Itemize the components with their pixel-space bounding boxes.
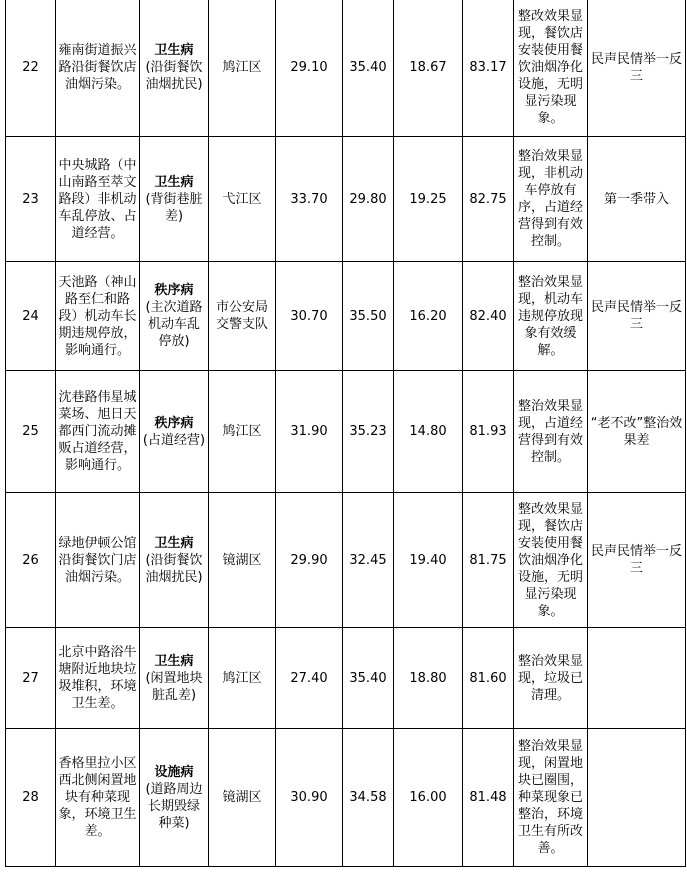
- score-2: 35.40: [343, 628, 394, 729]
- responsible-unit: 弋江区: [209, 137, 276, 262]
- score-2: 35.23: [343, 371, 394, 493]
- score-2: 35.40: [343, 0, 394, 137]
- rectification-effect: 整改效果显现，餐饮店安装使用餐饮油烟净化设施，无明显污染现象。: [514, 0, 588, 137]
- row-number: 26: [6, 493, 56, 628]
- remark: “老不改”整治效果差: [588, 371, 686, 493]
- remark: 第一季带入: [588, 137, 686, 262]
- score-2: 29.80: [343, 137, 394, 262]
- type-main: 秩序病: [154, 283, 194, 298]
- remark: 民声民情举一反三: [588, 493, 686, 628]
- problem-description: 北京中路浴牛塘附近地块垃圾堆积，环境卫生差。: [56, 628, 140, 729]
- score-3: 16.20: [394, 262, 463, 371]
- score-1: 30.90: [276, 729, 343, 867]
- responsible-unit: 镜湖区: [209, 493, 276, 628]
- row-number: 28: [6, 729, 56, 867]
- score-3: 18.67: [394, 0, 463, 137]
- problem-description: 沈巷路伟星城菜场、旭日天都西门流动摊贩占道经营，影响通行。: [56, 371, 140, 493]
- responsible-unit: 市公安局交警支队: [209, 262, 276, 371]
- remark: [588, 628, 686, 729]
- problem-description: 雍南街道振兴路沿街餐饮店油烟污染。: [56, 0, 140, 137]
- score-2: 32.45: [343, 493, 394, 628]
- total-score: 81.93: [463, 371, 514, 493]
- score-2: 35.50: [343, 262, 394, 371]
- remark: 民声民情举一反三: [588, 262, 686, 371]
- problem-description: 香格里拉小区西北侧闲置地块有种菜现象，环境卫生差。: [56, 729, 140, 867]
- problem-type: [140, 493, 209, 628]
- type-main: 秩序病: [154, 415, 194, 431]
- table-row: [6, 371, 686, 493]
- table-row: [6, 262, 686, 371]
- rectification-effect: 整治效果显现，垃圾已清理。: [514, 628, 588, 729]
- score-3: 19.25: [394, 137, 463, 262]
- rectification-effect: 整改效果显现，餐饮店安装使用餐饮油烟净化设施，无明显污染现象。: [514, 493, 588, 628]
- row-number: 23: [6, 137, 56, 262]
- problem-type: [140, 371, 209, 493]
- type-main: 卫生病: [154, 535, 194, 551]
- responsible-unit: 鸠江区: [209, 371, 276, 493]
- problem-type: [140, 262, 209, 371]
- rectification-effect: 整治效果显现，占道经营得到有效控制。: [514, 371, 588, 493]
- table-row: [6, 137, 686, 262]
- table-row: [6, 0, 686, 137]
- rectification-effect: 整治效果显现，机动车违规停放现象有效缓解。: [514, 262, 588, 371]
- type-main: 卫生病: [154, 174, 194, 190]
- row-number: 27: [6, 628, 56, 729]
- type-sub: (占道经营): [142, 432, 206, 448]
- remark: 民声民情举一反三: [588, 0, 686, 137]
- type-sub: (道路周边长期毁绿种菜): [145, 781, 203, 831]
- responsible-unit: 鸠江区: [209, 628, 276, 729]
- total-score: 81.75: [463, 493, 514, 628]
- score-2: 34.58: [343, 729, 394, 867]
- table-row: [6, 493, 686, 628]
- table-row: [6, 729, 686, 867]
- total-score: 81.48: [463, 729, 514, 867]
- type-main: 卫生病: [154, 653, 194, 669]
- score-1: 31.90: [276, 371, 343, 493]
- type-main: 设施病: [154, 764, 194, 780]
- problem-description: 绿地伊顿公馆沿街餐饮门店油烟污染。: [56, 493, 140, 628]
- table-row: [6, 628, 686, 729]
- problem-type: [140, 729, 209, 867]
- type-sub: (主次道路机动车乱停放): [145, 300, 203, 349]
- score-1: 29.10: [276, 0, 343, 137]
- problem-description: 天池路（神山路至仁和路段）机动车长期违规停放，影响通行。: [56, 262, 140, 371]
- remark: [588, 729, 686, 867]
- responsible-unit: 镜湖区: [209, 729, 276, 867]
- type-main: 卫生病: [154, 43, 194, 58]
- row-number: 22: [6, 0, 56, 137]
- type-sub: (沿街餐饮油烟扰民): [145, 60, 203, 92]
- row-number: 24: [6, 262, 56, 371]
- score-1: 33.70: [276, 137, 343, 262]
- type-sub: (背街巷脏差): [145, 191, 203, 224]
- problem-type: [140, 0, 209, 137]
- score-3: 14.80: [394, 371, 463, 493]
- total-score: 82.40: [463, 262, 514, 371]
- problem-type: [140, 137, 209, 262]
- score-3: 19.40: [394, 493, 463, 628]
- rectification-effect: 整治效果显现，闲置地块已圈围，种菜现象已整治，环境卫生有所改善。: [514, 729, 588, 867]
- score-1: 27.40: [276, 628, 343, 729]
- row-number: 25: [6, 371, 56, 493]
- problem-type: [140, 628, 209, 729]
- responsible-unit: 鸠江区: [209, 0, 276, 137]
- ranking-table: [5, 0, 686, 867]
- score-3: 16.00: [394, 729, 463, 867]
- total-score: 83.17: [463, 0, 514, 137]
- total-score: 81.60: [463, 628, 514, 729]
- type-sub: (闲置地块脏乱差): [145, 670, 203, 703]
- problem-description: 中央城路（中山南路至萃文路段）非机动车乱停放、占道经营。: [56, 137, 140, 262]
- rectification-effect: 整治效果显现，非机动车停放有序，占道经营得到有效控制。: [514, 137, 588, 262]
- score-1: 29.90: [276, 493, 343, 628]
- type-sub: (沿街餐饮油烟扰民): [145, 552, 203, 585]
- score-3: 18.80: [394, 628, 463, 729]
- score-1: 30.70: [276, 262, 343, 371]
- total-score: 82.75: [463, 137, 514, 262]
